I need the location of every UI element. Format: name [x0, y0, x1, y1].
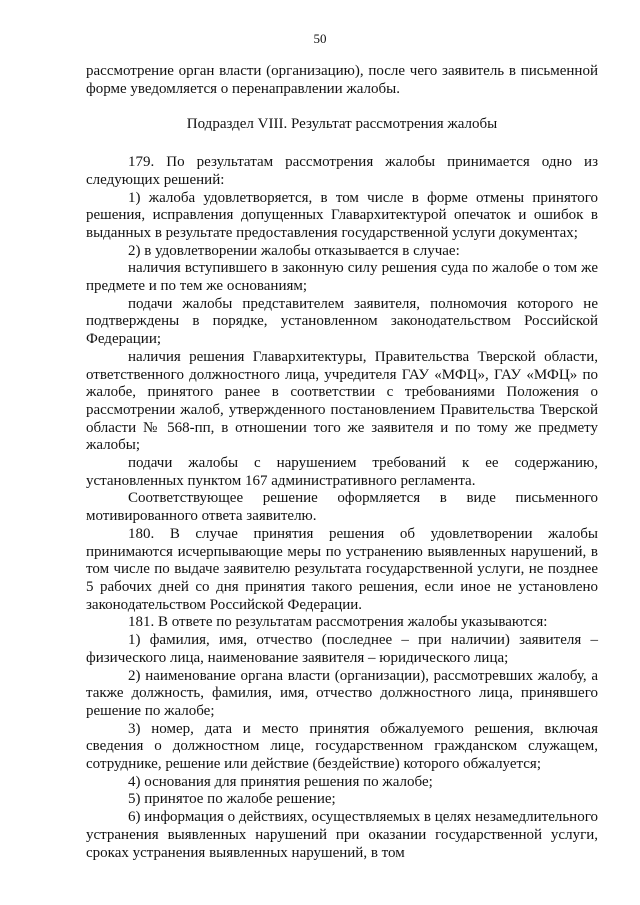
list-item-181-6: 6) информация о действиях, осуществляемых в целях незамедлительного устранения выявленных нарушений при оказании государственной услуги, сроках устранения выявленных нарушений, в том: [86, 809, 598, 861]
paragraph-181: 181. В ответе по результатам рассмотрения жалобы указываются:: [128, 614, 548, 631]
paragraph-decision-format: Соответствующее решение оформляется в виде письменного мотивированного ответа заявителю.: [86, 490, 598, 525]
list-item-181-3: 3) номер, дата и место принятия обжалуемого решения, включая сведения о должностном лице, государственном гражданском служащем, сотруднике, решение или действие (бездействие) которого обжалуется;: [86, 720, 598, 773]
page-number: 50: [313, 31, 327, 46]
list-item-181-2: 2) наименование органа власти (организации), рассмотревших жалобу, а также должность, фамилия, имя, отчество должностного лица, принявшего решение по жалобе;: [86, 667, 598, 719]
refusal-reason-court: наличия вступившего в законную силу решения суда по жалобе о том же предмете и по тем же основаниям;: [86, 260, 598, 295]
paragraph-180: 180. В случае принятия решения об удовлетворении жалобы принимаются исчерпывающие меры по устранению выявленных нарушений, в том числе по выдаче заявителю результата государственной услуги, не позднее 5 рабочих дней со дня принятия такого решения, если иное не установлено законодательством Российской Федерации.: [86, 525, 598, 613]
list-item-181-1: 1) фамилия, имя, отчество (последнее – при наличии) заявителя – физического лица, наименование заявителя – юридического лица;: [86, 632, 598, 666]
list-item-179-1: 1) жалоба удовлетворяется, в том числе в форме отмены принятого решения, исправления допущенных Главархитектурой опечаток и ошибок в выданных в результате предоставления государственной услуги документах;: [86, 189, 598, 241]
paragraph-continuation: рассмотрение орган власти (организацию), после чего заявитель в письменной форме уведомляется о перенаправлении жалобы.: [86, 63, 598, 97]
refusal-reason-prior-decision: наличия решения Главархитектуры, Правительства Тверской области, ответственного должностного лица, учредителя ГАУ «МФЦ», ГАУ «МФЦ» по жалобе, принятого ранее в соответствии с требованиями Положения о рассмотрении жалоб, утвержденного постановлением Правительства Тверской области № 568-пп, в отношении того же заявителя и по тому же предмету жалобы;: [86, 348, 598, 454]
section-heading: Подраздел VIII. Результат рассмотрения жалобы: [186, 116, 498, 133]
paragraph-179: 179. По результатам рассмотрения жалобы принимается одно из следующих решений:: [86, 154, 598, 188]
list-item-181-5: 5) принятое по жалобе решение;: [128, 791, 336, 808]
refusal-reason-requirements: подачи жалобы с нарушением требований к ее содержанию, установленных пунктом 167 административного регламента.: [86, 455, 598, 489]
list-item-181-4: 4) основания для принятия решения по жалобе;: [128, 773, 433, 790]
list-item-179-2: 2) в удовлетворении жалобы отказывается в случае:: [128, 242, 460, 259]
document-body: [86, 63, 598, 862]
refusal-reason-representative: подачи жалобы представителем заявителя, полномочия которого не подтверждены в порядке, установленном законодательством Российской Федерации;: [86, 295, 598, 348]
